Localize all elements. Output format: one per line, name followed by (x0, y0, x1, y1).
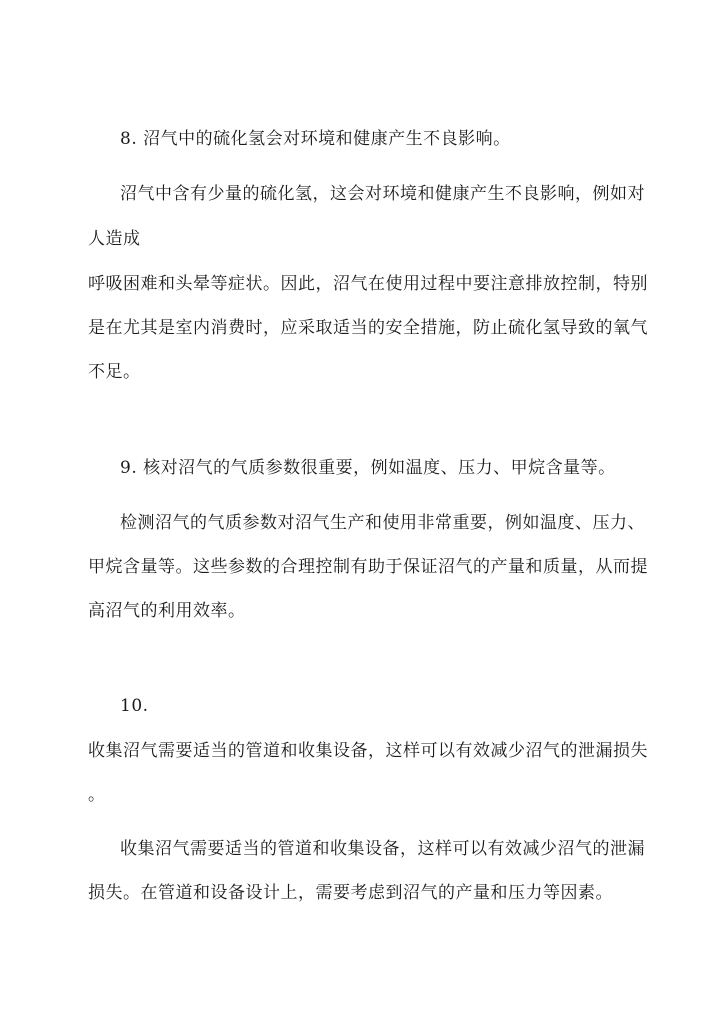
section-9-body-line-2: 甲烷含量等。这些参数的合理控制有助于保证沼气的产量和质量，从而提 (88, 557, 648, 577)
section-9-body-line-3: 高沼气的利用效率。 (88, 601, 246, 621)
section-8-body-line-3: 呼吸困难和头晕等症状。因此，沼气在使用过程中要注意排放控制，特别 (88, 274, 648, 294)
section-9-body-line-1: 检测沼气的气质参数对沼气生产和使用非常重要，例如温度、压力、 (120, 513, 645, 533)
section-8-heading: 8. 沼气中的硫化氢会对环境和健康产生不良影响。 (120, 129, 511, 149)
section-8-body-line-1: 沼气中含有少量的硫化氢，这会对环境和健康产生不良影响，例如对 (120, 184, 645, 204)
section-10-body-line-2: 损失。在管道和设备设计上，需要考虑到沼气的产量和压力等因素。 (88, 883, 613, 903)
section-10-heading-number: 10. (120, 696, 149, 716)
section-8-body-line-4: 是在尤其是室内消费时，应采取适当的安全措施，防止硫化氢导致的氧气 (88, 318, 648, 338)
section-10-body-line-1: 收集沼气需要适当的管道和收集设备，这样可以有效减少沼气的泄漏 (120, 839, 645, 859)
section-10-heading-line-2: 。 (88, 785, 106, 805)
section-10-heading-line-1: 收集沼气需要适当的管道和收集设备，这样可以有效减少沼气的泄漏损失 (88, 741, 648, 761)
section-8-body-line-5: 不足。 (88, 362, 141, 382)
section-9-heading: 9. 核对沼气的气质参数很重要，例如温度、压力、甲烷含量等。 (120, 458, 616, 478)
section-8-body-line-2: 人造成 (88, 229, 141, 249)
